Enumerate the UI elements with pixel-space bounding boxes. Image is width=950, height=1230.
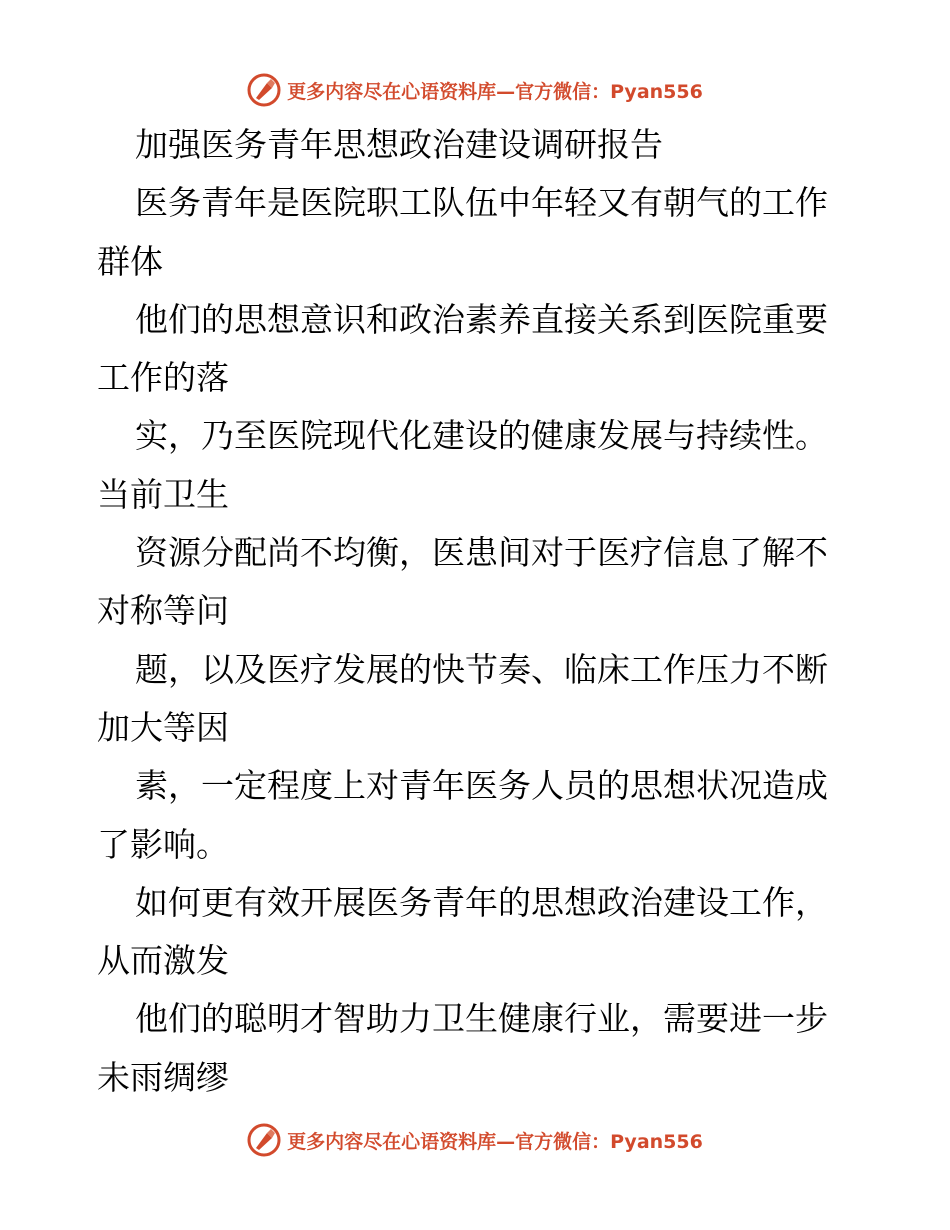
text-line: 了影响。 xyxy=(97,824,229,864)
text-line: 他们的思想意识和政治素养直接关系到医院重要 xyxy=(135,299,828,339)
text-line: 群体 xyxy=(97,241,163,281)
text-line: 加大等因 xyxy=(97,707,229,747)
header-banner xyxy=(0,70,950,110)
text-line: 素，一定程度上对青年医务人员的思想状况造成 xyxy=(135,766,828,806)
text-line: 加强医务青年思想政治建设调研报告 xyxy=(135,125,663,164)
text-line: 题，以及医疗发展的快节奏、临床工作压力不断 xyxy=(135,649,828,689)
text-line: 医务青年是医院职工队伍中年轻又有朝气的工作 xyxy=(135,183,828,223)
text-line: 未雨绸缪 xyxy=(97,1057,229,1097)
footer-banner xyxy=(0,1120,950,1160)
header-banner-text: 更多内容尽在心语资料库—官方微信：Pyan556 xyxy=(287,80,703,103)
text-line: 对称等问 xyxy=(97,591,229,631)
document-body xyxy=(97,116,857,1107)
text-line: 他们的聪明才智助力卫生健康行业，需要进一步 xyxy=(135,999,828,1039)
text-line: 实，乃至医院现代化建设的健康发展与持续性。 xyxy=(135,416,828,456)
pen-nib-logo-icon xyxy=(247,73,281,107)
text-line: 当前卫生 xyxy=(97,474,229,514)
text-line: 从而激发 xyxy=(97,941,229,981)
pen-nib-logo-icon xyxy=(247,1123,281,1157)
text-line: 如何更有效开展医务青年的思想政治建设工作， xyxy=(135,882,828,922)
text-line: 工作的落 xyxy=(97,358,229,398)
text-line: 资源分配尚不均衡，医患间对于医疗信息了解不 xyxy=(135,533,828,573)
footer-banner-text: 更多内容尽在心语资料库—官方微信：Pyan556 xyxy=(287,1130,703,1153)
